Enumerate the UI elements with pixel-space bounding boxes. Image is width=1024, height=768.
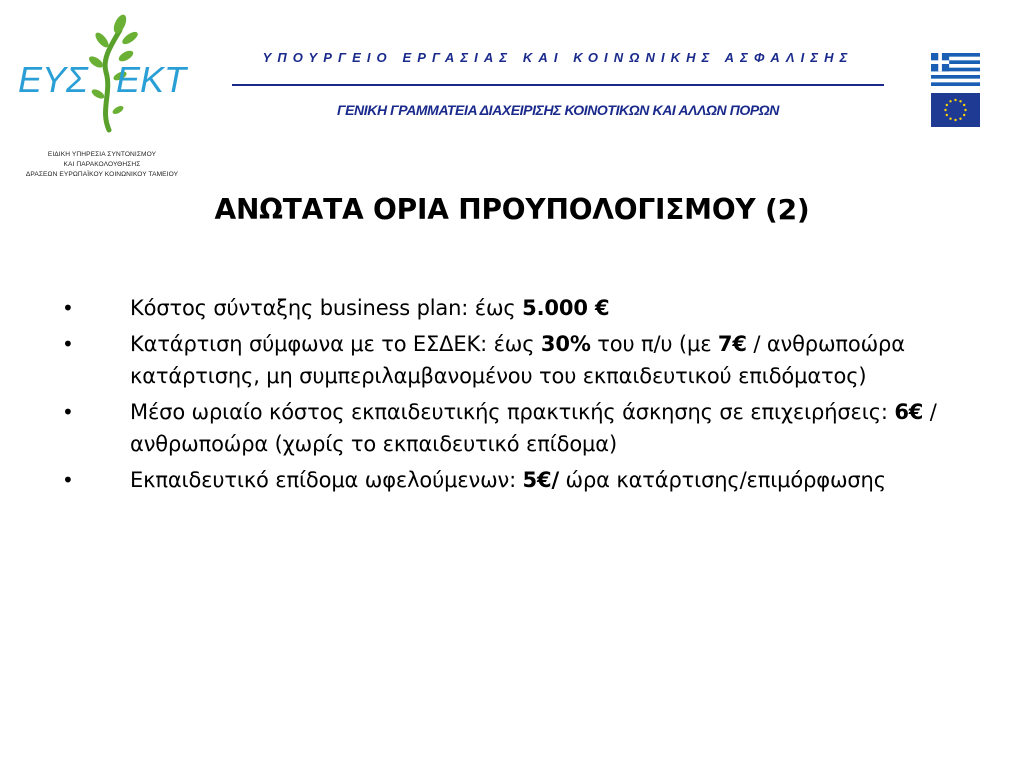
- svg-text:ΕΥΣ: ΕΥΣ: [18, 59, 88, 100]
- bullet-text: ώρα κατάρτισης/επιμόρφωσης: [559, 468, 886, 492]
- ministry-title: ΥΠΟΥΡΓΕΙΟ ΕΡΓΑΣΙΑΣ ΚΑΙ ΚΟΙΝΩΝΙΚΗΣ ΑΣΦΑΛΙΣΗΣ: [262, 50, 854, 65]
- bullet-dot: •: [62, 400, 74, 424]
- secretariat-title: ΓΕΝΙΚΗ ΓΡΑΜΜΑΤΕΙΑ ΔΙΑΧΕΙΡΙΣΗΣ ΚΟΙΝΟΤΙΚΩΝ ΚΑΙ ΑΛΛΩΝ ΠΟΡΩΝ: [336, 102, 780, 118]
- logo-caption-line: ΚΑΙ ΠΑΡΑΚΟΛΟΥΘΗΣΗΣ: [63, 161, 141, 168]
- bullet-dot: •: [62, 468, 74, 492]
- header-divider: [232, 84, 884, 86]
- eu-flag-icon: [931, 93, 980, 127]
- bullet-text: Εκπαιδευτικό επίδομα ωφελούμενων:: [130, 468, 523, 492]
- logo-caption: [16, 150, 188, 180]
- bullet-emphasis: 7€: [717, 332, 747, 356]
- bullet-list: [58, 292, 978, 500]
- slide-title: ΑΝΩΤΑΤΑ ΟΡΙΑ ΠΡΟΥΠΟΛΟΓΙΣΜΟΥ (2): [214, 193, 810, 226]
- greek-flag-icon: [931, 53, 980, 86]
- bullet-text: Κατάρτιση σύμφωνα με το ΕΣΔΕΚ: έως: [130, 332, 541, 356]
- svg-text:ΕΚΤ: ΕΚΤ: [116, 59, 187, 100]
- bullet-dot: •: [62, 332, 74, 356]
- bullet-dot: •: [62, 296, 74, 320]
- bullet-text: / ανθρωποώρα κατάρτισης, μη συμπεριλαμβανομένου του εκπαιδευτικού επιδόματος): [130, 332, 905, 388]
- bullet-text: Μέσο ωριαίο κόστος εκπαιδευτικής πρακτικής άσκησης σε επιχειρήσεις:: [130, 400, 895, 424]
- bullet-text: Κόστος σύνταξης business plan: έως: [130, 296, 523, 320]
- esdek-logo: [16, 10, 186, 182]
- bullet-item: [58, 292, 978, 324]
- olive-branch-icon: [16, 10, 188, 150]
- bullet-emphasis: 5.000 €: [522, 296, 610, 320]
- bullet-text: /ανθρωποώρα (χωρίς το εκπαιδευτικό επίδομα): [130, 400, 937, 456]
- logo-caption-line: ΕΙΔΙΚΗ ΥΠΗΡΕΣΙΑ ΣΥΝΤΟΝΙΣΜΟΥ: [47, 151, 157, 158]
- logo-caption-line: ΔΡΑΣΕΩΝ ΕΥΡΩΠΑΪΚΟΥ ΚΟΙΝΩΝΙΚΟΥ ΤΑΜΕΙΟΥ: [25, 171, 179, 178]
- bullet-text: του π/υ (με: [590, 332, 718, 356]
- bullet-emphasis: 30%: [540, 332, 591, 356]
- bullet-item: [58, 328, 978, 392]
- bullet-item: [58, 464, 978, 496]
- bullet-emphasis: 6€: [894, 400, 924, 424]
- bullet-emphasis: 5€/: [522, 468, 559, 492]
- bullet-item: [58, 396, 978, 460]
